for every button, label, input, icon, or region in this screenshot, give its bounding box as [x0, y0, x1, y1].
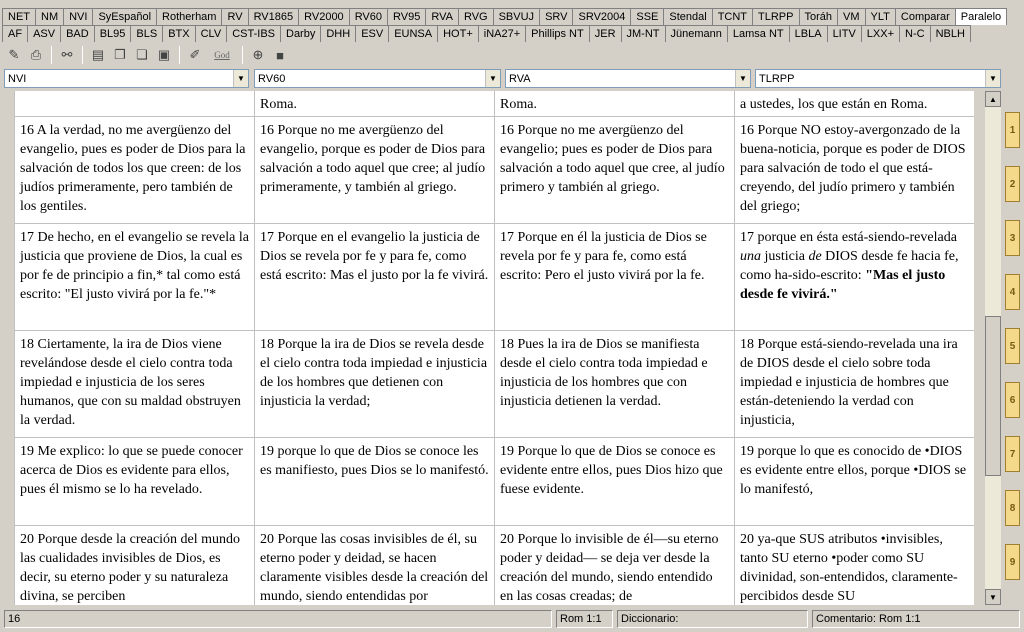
verse-cell[interactable]: 20 Porque lo invisible de él—su eterno poder y deidad— se deja ver desde la creación del mundo, siendo entendido en las cosas creadas; de: [495, 526, 735, 605]
verse-cell[interactable]: Roma.: [255, 91, 495, 116]
tab-comparar[interactable]: Comparar: [895, 8, 956, 25]
status-verse: 16: [4, 610, 552, 628]
version-tabs-row-2: [2, 25, 970, 42]
chapter-strip: [1002, 70, 1022, 606]
tab-phillips-nt[interactable]: Phillips NT: [525, 25, 590, 42]
tab-clv[interactable]: CLV: [195, 25, 228, 42]
tab-rv60[interactable]: RV60: [349, 8, 388, 25]
print-icon[interactable]: ⎙: [30, 47, 42, 62]
verse-row: [15, 438, 974, 526]
verse-cell[interactable]: 19 porque lo que es conocido de •DIOS es evidente entre ellos, porque •DIOS se lo manifestó,: [735, 438, 974, 525]
scroll-thumb[interactable]: [985, 316, 1001, 476]
version-select-2-value: RV60: [258, 72, 286, 85]
verse-cell[interactable]: 16 Porque no me avergüenzo del evangelio; pues es poder de Dios para salvación a todo aquel que cree, al judío primero y también al griego.: [495, 117, 735, 223]
tab-rva[interactable]: RVA: [425, 8, 459, 25]
tab-n-c[interactable]: N-C: [899, 25, 931, 42]
scroll-down-icon[interactable]: ▼: [985, 589, 1001, 605]
tab-rv1865[interactable]: RV1865: [248, 8, 300, 25]
verse-cell[interactable]: Roma.: [495, 91, 735, 116]
paste-icon[interactable]: ▣: [157, 47, 171, 62]
verse-row: [15, 91, 974, 117]
tab-darby[interactable]: Darby: [280, 25, 321, 42]
verse-cell[interactable]: 16 Porque no me avergüenzo del evangelio, porque es poder de Dios para salvación a todo aquel que cree; al judío primeramente, y también al griego.: [255, 117, 495, 223]
version-select-1[interactable]: [4, 69, 249, 88]
version-tabs-row-1: [2, 8, 1006, 25]
binoculars-icon[interactable]: ⚯: [61, 47, 73, 62]
verse-cell[interactable]: 18 Ciertamente, la ira de Dios viene revelándose desde el cielo contra toda impiedad e injusticia de los seres humanos, que con su maldad obstruyen la verdad.: [15, 331, 255, 437]
chapter-tab[interactable]: 7: [1005, 436, 1020, 472]
tab-bad[interactable]: BAD: [60, 25, 95, 42]
tab-bls[interactable]: BLS: [130, 25, 163, 42]
tab-nvi[interactable]: NVI: [63, 8, 93, 25]
tab-paralelo[interactable]: Paralelo: [955, 8, 1007, 25]
verse-cell[interactable]: 16 Porque NO estoy-avergonzado de la buena-noticia, porque es poder de DIOS para salvación de todo el que está-creyendo, del judío primero y también del griego;: [735, 117, 974, 223]
stop-icon[interactable]: ■: [276, 47, 284, 63]
tab-syespa-ol[interactable]: SyEspañol: [92, 8, 157, 25]
chapter-tab[interactable]: 1: [1005, 112, 1020, 148]
version-select-4[interactable]: [755, 69, 1001, 88]
scroll-up-icon[interactable]: ▲: [985, 91, 1001, 107]
tab-rv[interactable]: RV: [221, 8, 248, 25]
tab-tor-h[interactable]: Toráh: [799, 8, 839, 25]
tab-cst-ibs[interactable]: CST-IBS: [226, 25, 281, 42]
tab-lxx-[interactable]: LXX+: [861, 25, 900, 42]
toolbar-separator: [82, 46, 83, 64]
chapter-tab[interactable]: 4: [1005, 274, 1020, 310]
tab-srv2004[interactable]: SRV2004: [572, 8, 631, 25]
verse-cell[interactable]: 19 porque lo que de Dios se conoce les es manifiesto, pues Dios se lo manifestó.: [255, 438, 495, 525]
status-bar: [4, 610, 1020, 628]
tab-esv[interactable]: ESV: [355, 25, 389, 42]
chevron-down-icon[interactable]: ▼: [233, 70, 248, 87]
tab-btx[interactable]: BTX: [162, 25, 195, 42]
tab-eunsa[interactable]: EUNSA: [388, 25, 438, 42]
verse-cell[interactable]: 16 A la verdad, no me avergüenzo del evangelio, pues es poder de Dios para la salvación de todos los que creen: de los judíos primeramente, pero también de los gentiles.: [15, 117, 255, 223]
copy-verses-icon[interactable]: ❏: [136, 47, 148, 62]
chapter-tab[interactable]: 2: [1005, 166, 1020, 202]
verse-cell[interactable]: 17 Porque en el evangelio la justicia de Dios se revela por fe y para fe, como está escrito: Mas el justo por la fe vivirá.: [255, 224, 495, 330]
version-select-4-value: TLRPP: [759, 72, 795, 85]
chevron-down-icon[interactable]: ▼: [485, 70, 500, 87]
tab-af[interactable]: AF: [2, 25, 28, 42]
chapter-tab[interactable]: 9: [1005, 544, 1020, 580]
edit-icon[interactable]: ✎: [8, 47, 20, 62]
tab-lamsa-nt[interactable]: Lamsa NT: [727, 25, 790, 42]
tab-lbla[interactable]: LBLA: [789, 25, 828, 42]
chapter-tab[interactable]: 6: [1005, 382, 1020, 418]
zoom-icon[interactable]: ⊕: [252, 47, 264, 62]
toolbar-separator: [51, 46, 52, 64]
tab-jer[interactable]: JER: [589, 25, 622, 42]
verse-row: [15, 224, 974, 331]
status-reference: Rom 1:1: [556, 610, 613, 628]
verse-cell[interactable]: 19 Me explico: lo que se puede conocer acerca de Dios es evidente para ellos, pues él mismo se lo ha revelado.: [15, 438, 255, 525]
verse-row: [15, 331, 974, 438]
chapter-tab[interactable]: 3: [1005, 220, 1020, 256]
tab-ylt[interactable]: YLT: [865, 8, 896, 25]
toolbar-separator: [179, 46, 180, 64]
verse-cell[interactable]: 18 Porque la ira de Dios se revela desde el cielo contra toda impiedad e injusticia de los hombres que detienen con injusticia la verdad;: [255, 331, 495, 437]
tab-rv2000[interactable]: RV2000: [298, 8, 350, 25]
chapter-tab[interactable]: 8: [1005, 490, 1020, 526]
verse-cell[interactable]: 20 ya-que SUS atributos •invisibles, tanto SU eterno •poder como SU divinidad, son-entendidos, claramente-percibidos desde SU: [735, 526, 974, 605]
verse-cell[interactable]: 19 Porque lo que de Dios se conoce es evidente entre ellos, pues Dios hizo que fuese evidente.: [495, 438, 735, 525]
version-select-3[interactable]: [505, 69, 751, 88]
chevron-down-icon[interactable]: ▼: [985, 70, 1000, 87]
tab-nblh[interactable]: NBLH: [930, 25, 971, 42]
verse-cell[interactable]: 17 Porque en él la justicia de Dios se revela por fe y para fe, como está escrito: Pero el justo vivirá por la fe.: [495, 224, 735, 330]
tab-rv95[interactable]: RV95: [387, 8, 426, 25]
version-select-2[interactable]: [254, 69, 501, 88]
toolbar-separator: [242, 46, 243, 64]
tab-jm-nt[interactable]: JM-NT: [621, 25, 666, 42]
tab-rotherham[interactable]: Rotherham: [156, 8, 222, 25]
tab-j-nemann[interactable]: Jünemann: [665, 25, 728, 42]
verse-cell[interactable]: 18 Pues la ira de Dios se manifiesta desde el cielo contra toda impiedad e injusticia de los hombres que con injusticia detienen la verdad.: [495, 331, 735, 437]
tab-hot-[interactable]: HOT+: [437, 25, 479, 42]
verse-cell[interactable]: 17 porque en ésta está-siendo-revelada una justicia de DIOS desde fe hacia fe, como ha-sido-escrito: "Mas el justo desde fe vivirá.": [735, 224, 974, 330]
tab-net[interactable]: NET: [2, 8, 36, 25]
tab-nm[interactable]: NM: [35, 8, 64, 25]
tab-tcnt[interactable]: TCNT: [712, 8, 753, 25]
tab-asv[interactable]: ASV: [27, 25, 61, 42]
verse-cell[interactable]: 18 Porque está-siendo-revelada una ira de DIOS desde el cielo sobre toda impiedad e injusticia de hombres que están-deteniendo la verdad con injusticia,: [735, 331, 974, 437]
parallel-verses-grid: [14, 91, 974, 605]
verse-cell[interactable]: a ustedes, los que están en Roma.: [735, 91, 974, 116]
verse-cell[interactable]: 17 De hecho, en el evangelio se revela la justicia que proviene de Dios, la cual es por fe de principio a fin,* tal como está escrito: "El justo vivirá por la fe."*: [15, 224, 255, 330]
god-toggle-button[interactable]: God: [214, 50, 230, 60]
toolbar: [4, 44, 290, 66]
tab-litv[interactable]: LITV: [827, 25, 862, 42]
tab-dhh[interactable]: DHH: [320, 25, 356, 42]
tab-tlrpp[interactable]: TLRPP: [752, 8, 799, 25]
status-dictionary: Diccionario:: [617, 610, 808, 628]
tab-bl95[interactable]: BL95: [94, 25, 132, 42]
tab-vm[interactable]: VM: [837, 8, 866, 25]
verse-cell[interactable]: [15, 91, 255, 116]
version-select-3-value: RVA: [509, 72, 531, 85]
chapter-tab[interactable]: 5: [1005, 328, 1020, 364]
copy-icon[interactable]: ❐: [114, 47, 126, 62]
version-select-1-value: NVI: [8, 72, 27, 85]
verse-cell[interactable]: 20 Porque desde la creación del mundo las cualidades invisibles de Dios, es decir, su eterno poder y su naturaleza divina, se perciben: [15, 526, 255, 605]
document-icon[interactable]: ▤: [91, 47, 105, 62]
tab-srv[interactable]: SRV: [539, 8, 573, 25]
tab-sbvuj[interactable]: SBVUJ: [493, 8, 540, 25]
verse-row: [15, 117, 974, 224]
verse-cell[interactable]: 20 Porque las cosas invisibles de él, su eterno poder y deidad, se hacen claramente visibles desde la creación del mundo, siendo entendidas por: [255, 526, 495, 605]
chevron-down-icon[interactable]: ▼: [735, 70, 750, 87]
tab-stendal[interactable]: Stendal: [663, 8, 712, 25]
tab-rvg[interactable]: RVG: [458, 8, 494, 25]
status-commentary: Comentario: Rom 1:1: [812, 610, 1020, 628]
verse-row: [15, 526, 974, 605]
tab-sse[interactable]: SSE: [630, 8, 664, 25]
tab-ina27-[interactable]: iNA27+: [478, 25, 526, 42]
vertical-scrollbar[interactable]: [985, 91, 1001, 605]
highlight-icon[interactable]: ✐: [189, 47, 201, 62]
